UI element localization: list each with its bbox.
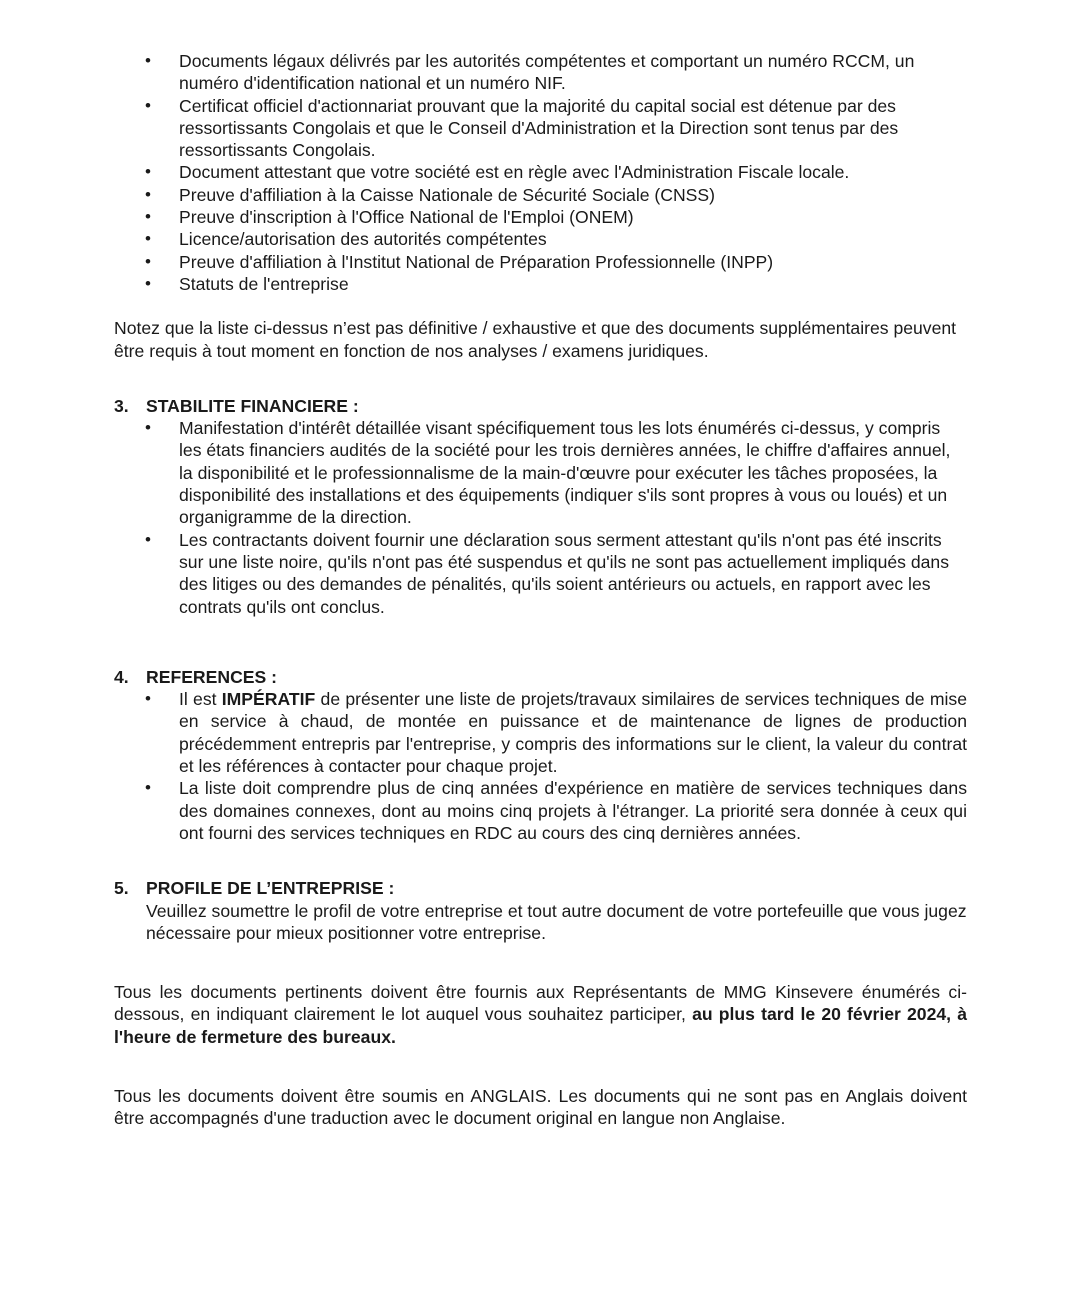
section-title: STABILITE FINANCIERE :: [146, 395, 359, 416]
emphasis-text: IMPÉRATIF: [221, 689, 316, 710]
text-span: de présenter une liste de projets/travaux similaires de services techniques de mise en service à chaud, de montée en puissance et de maintenance de lignes de production précédemment entrepris par l'entreprise, y compris des informations sur le client, la valeur du contrat et les références à contacter pour chaque projet.: [179, 689, 967, 777]
section-title: PROFILE DE L’ENTREPRISE :: [146, 878, 395, 899]
list-item: • Document attestant que votre société est en règle avec l'Administration Fiscale locale.: [114, 161, 967, 183]
required-documents-list: [114, 50, 967, 295]
closing-paragraph: [114, 981, 967, 1048]
list-item: • Manifestation d'intérêt détaillée visant spécifiquement tous les lots énumérés ci-dessus, y compris les états financiers audités de la société pour les trois dernières années, le chiffre d'affaires annuel, la disponibilité et le professionnalisme de la main-d'œuvre pour exécuter les tâches proposées, la disponibilité des installations et des équipements (indiquer s'ils sont propres à vous ou loués) et un organigramme de la direction.: [114, 417, 967, 528]
section-financial-stability: [114, 395, 967, 618]
list-item: [114, 688, 967, 777]
document-page: [114, 50, 967, 1130]
section-heading: [114, 395, 967, 417]
list-item: • Documents légaux délivrés par les autorités compétentes et comportant un numéro RCCM, un numéro d'identification national et un numéro NIF.: [114, 50, 967, 95]
text-span: Il est: [179, 689, 222, 710]
section-references: [114, 666, 967, 844]
section-number: 5.: [114, 878, 129, 899]
deadline-text: au plus tard le 20 février 2024, à l'heure de fermeture des bureaux.: [114, 1004, 967, 1047]
section-number: 4.: [114, 666, 129, 687]
list-item: • Preuve d'affiliation à la Caisse Nationale de Sécurité Sociale (CNSS): [114, 184, 967, 206]
list-item: • Statuts de l'entreprise: [114, 273, 967, 295]
section-bullet-list: [114, 688, 967, 844]
list-item: • Preuve d'affiliation à l'Institut National de Préparation Professionnelle (INPP): [114, 251, 967, 273]
language-paragraph: Tous les documents doivent être soumis en ANGLAIS. Les documents qui ne sont pas en Anglais doivent être accompagnés d'une traduction avec le document original en langue non Anglaise.: [114, 1085, 967, 1129]
section-company-profile: [114, 877, 967, 944]
note-paragraph: Notez que la liste ci-dessus n’est pas définitive / exhaustive et que des documents supplémentaires peuvent être requis à tout moment en fonction de nos analyses / examens juridiques.: [114, 318, 957, 361]
section-heading: [114, 666, 967, 688]
list-item: • Les contractants doivent fournir une déclaration sous serment attestant qu'ils n'ont pas été inscrits sur une liste noire, qu'ils n'ont pas été suspendus et qu'ils ne sont pas actuellement impliqués dans des litiges ou des demandes de pénalités, qu'ils soient antérieurs ou actuels, en rapport avec les contrats qu'ils ont conclus.: [114, 529, 967, 618]
section-title: REFERENCES :: [146, 666, 277, 687]
list-item: • Licence/autorisation des autorités compétentes: [114, 228, 967, 250]
section-number: 3.: [114, 395, 129, 416]
section-body: Veuillez soumettre le profil de votre entreprise et tout autre document de votre portefeuille que vous jugez nécessaire pour mieux positionner votre entreprise.: [146, 900, 967, 943]
text-span: Tous les documents pertinents doivent être fournis aux Représentants de MMG Kinsevere énumérés ci-dessous, en indiquant clairement le lot auquel vous souhaitez participer,: [114, 982, 967, 1025]
section-heading: [114, 877, 967, 899]
section-bullet-list: [114, 417, 967, 618]
list-item: • La liste doit comprendre plus de cinq années d'expérience en matière de services techniques dans des domaines connexes, dont au moins cinq projets à l'étranger. La priorité sera donnée à ceux qui ont fourni des services techniques en RDC au cours des cinq dernières années.: [114, 777, 967, 844]
list-item: • Certificat officiel d'actionnariat prouvant que la majorité du capital social est détenue par des ressortissants Congolais et que le Conseil d'Administration et la Direction sont tenus par des ressortissants Congolais.: [114, 95, 967, 162]
list-item: • Preuve d'inscription à l'Office National de l'Emploi (ONEM): [114, 206, 967, 228]
